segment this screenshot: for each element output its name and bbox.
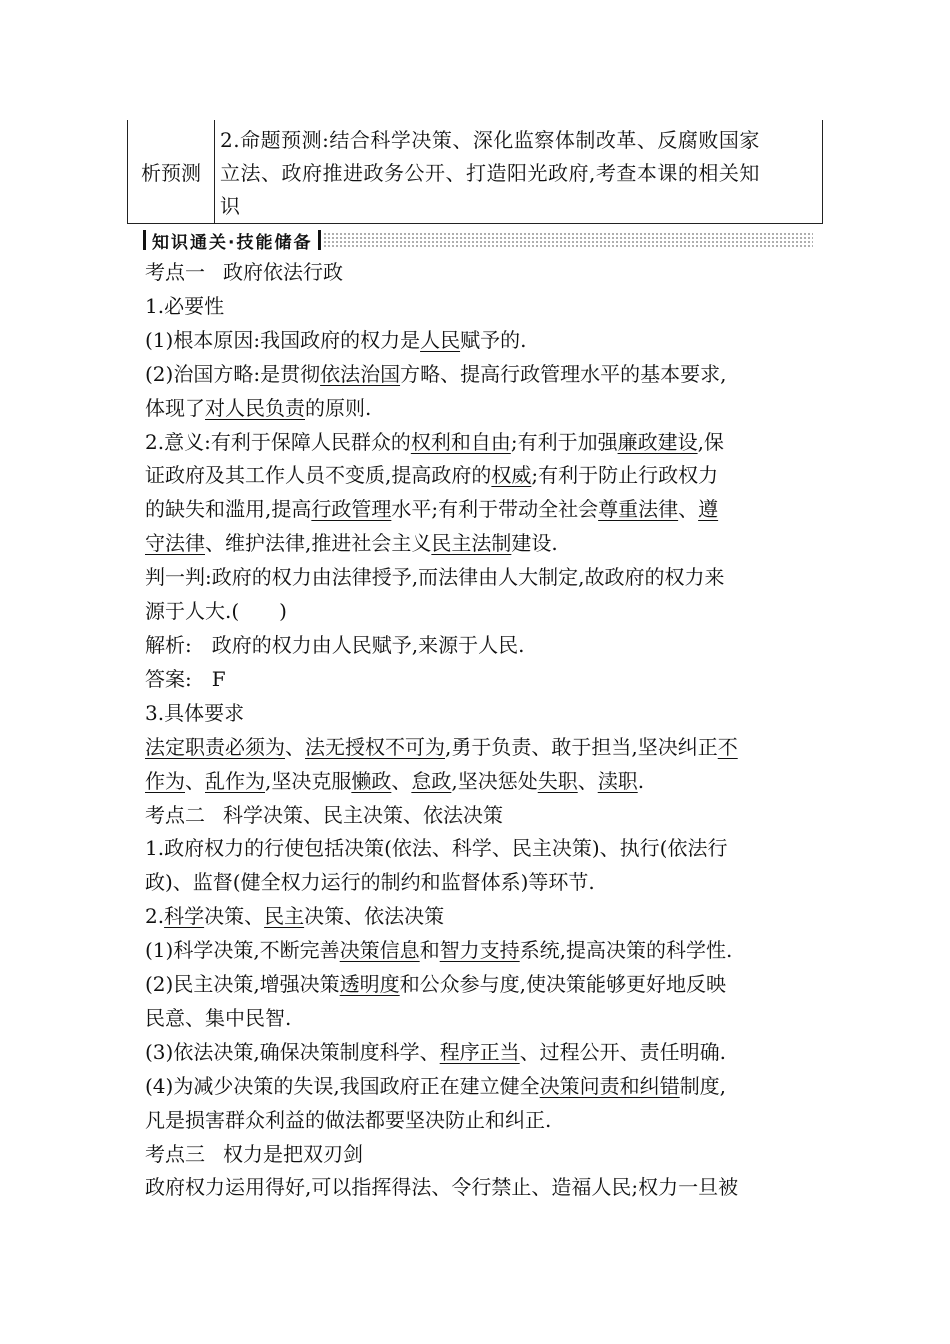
paragraph: 法定职责必须为、法无授权不可为,勇于负责、敢于担当,坚决纠正不 bbox=[145, 734, 738, 759]
paragraph: (3)依法决策,确保决策制度科学、程序正当、过程公开、责任明确. bbox=[145, 1039, 727, 1064]
paragraph: 凡是损害群众利益的做法都要坚决防止和纠正. bbox=[145, 1107, 552, 1132]
table-line: 2.命题预测:结合科学决策、深化监察体制改革、反腐败国家 bbox=[220, 128, 760, 152]
answer: 答案: F bbox=[145, 666, 226, 691]
table-line: 识 bbox=[220, 194, 241, 218]
paragraph: 民意、集中民智. bbox=[145, 1005, 292, 1030]
paragraph: (1)根本原因:我国政府的权力是人民赋予的. bbox=[145, 327, 527, 352]
paragraph: 1.政府权力的行使包括决策(依法、科学、民主决策)、执行(依法行 bbox=[145, 836, 728, 861]
paragraph: 政府权力运用得好,可以指挥得法、令行禁止、造福人民;权力一旦被 bbox=[145, 1175, 739, 1200]
paragraph: 守法律、维护法律,推进社会主义民主法制建设. bbox=[145, 531, 558, 556]
main-content bbox=[145, 256, 815, 1205]
paragraph: (2)民主决策,增强决策透明度和公众参与度,使决策能够更好地反映 bbox=[145, 972, 727, 997]
paragraph: (2)治国方略:是贯彻依法治国方略、提高行政管理水平的基本要求, bbox=[145, 361, 727, 386]
judge-question: 源于人大.( ) bbox=[145, 599, 287, 624]
paragraph: 政)、监督(健全权力运行的制约和监督体系)等环节. bbox=[145, 870, 595, 895]
prediction-table bbox=[127, 120, 823, 224]
paragraph: 证政府及其工作人员不变质,提高政府的权威;有利于防止行政权力 bbox=[145, 463, 719, 488]
table-line: 立法、政府推进政务公开、打造阳光政府,考查本课的相关知 bbox=[220, 161, 760, 185]
judge-question: 判一判:政府的权力由法律授予,而法律由人大制定,故政府的权力来 bbox=[145, 565, 725, 590]
paragraph: 作为、乱作为,坚决克服懒政、怠政,坚决惩处失职、渎职. bbox=[145, 768, 645, 793]
section-heading-2: 考点二 科学决策、民主决策、依法决策 bbox=[145, 802, 503, 827]
paragraph: (1)科学决策,不断完善决策信息和智力支持系统,提高决策的科学性. bbox=[145, 938, 733, 963]
section-banner bbox=[143, 229, 813, 251]
analysis: 解析: 政府的权力由人民赋予,来源于人民. bbox=[145, 632, 525, 657]
subheading-necessity: 1.必要性 bbox=[145, 293, 225, 318]
banner-bar-right bbox=[318, 230, 321, 250]
section-heading-3: 考点三 权力是把双刃剑 bbox=[145, 1141, 363, 1166]
paragraph: 2.科学决策、民主决策、依法决策 bbox=[145, 904, 445, 929]
paragraph: 2.意义:有利于保障人民群众的权利和自由;有利于加强廉政建设,保 bbox=[145, 429, 724, 454]
table-right-cell bbox=[220, 124, 820, 223]
table-left-label: 析预测 bbox=[128, 120, 215, 223]
banner-dot-pattern bbox=[323, 232, 813, 248]
paragraph: 的缺失和滥用,提高行政管理水平;有利于带动全社会尊重法律、遵 bbox=[145, 497, 719, 522]
banner-title: 知识通关·技能储备 bbox=[152, 232, 313, 253]
subheading-requirements: 3.具体要求 bbox=[145, 700, 245, 725]
section-heading-1: 考点一 政府依法行政 bbox=[145, 260, 343, 284]
paragraph: 体现了对人民负责的原则. bbox=[145, 395, 372, 420]
paragraph: (4)为减少决策的失误,我国政府正在建立健全决策问责和纠错制度, bbox=[145, 1073, 727, 1098]
